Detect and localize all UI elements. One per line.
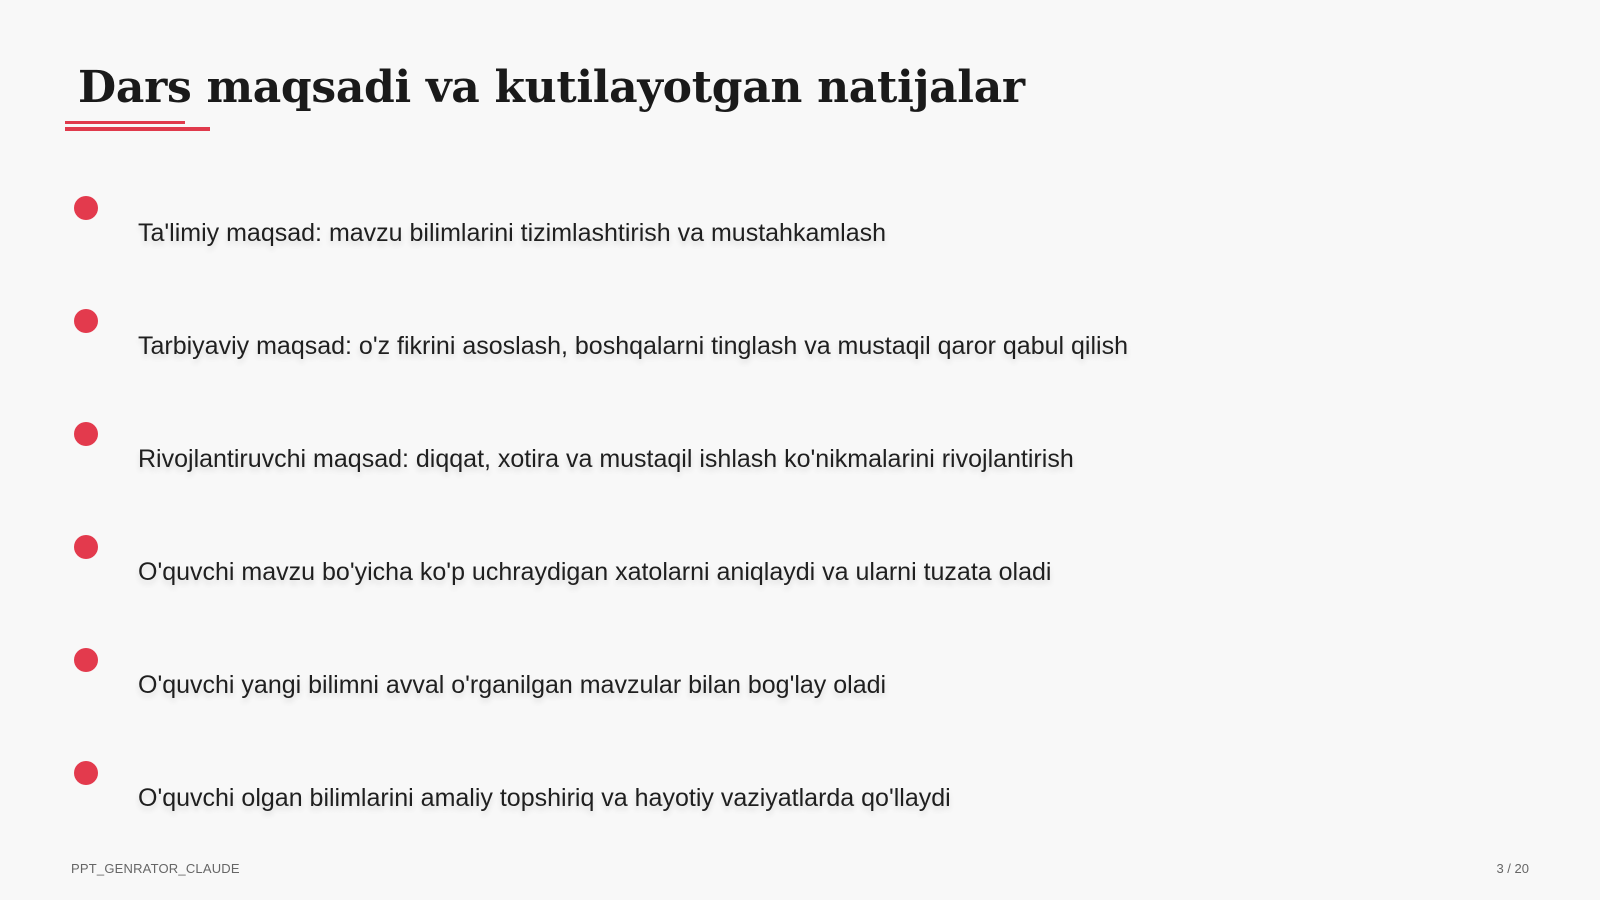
title-underline-long-line xyxy=(65,127,210,131)
bullet-dot-icon xyxy=(74,761,98,785)
list-item xyxy=(74,196,1374,266)
bullet-dot-icon xyxy=(74,309,98,333)
bullet-text: Rivojlantiruvchi maqsad: diqqat, xotira va mustaqil ishlash ko'nikmalarini rivojlantirish xyxy=(138,445,1074,473)
list-item xyxy=(74,648,1374,718)
bullet-dot-icon xyxy=(74,196,98,220)
bullet-text: O'quvchi mavzu bo'yicha ko'p uchraydigan xatolarni aniqlaydi va ularni tuzata oladi xyxy=(138,558,1052,586)
list-item xyxy=(74,309,1374,379)
slide-title: Dars maqsadi va kutilayotgan natijalar xyxy=(78,62,1025,113)
bullet-text: Tarbiyaviy maqsad: o'z fikrini asoslash, boshqalarni tinglash va mustaqil qaror qabul qilish xyxy=(138,332,1128,360)
footer-brand: PPT_GENRATOR_CLAUDE xyxy=(71,861,240,876)
title-underline xyxy=(65,121,210,133)
bullet-dot-icon xyxy=(74,422,98,446)
list-item xyxy=(74,761,1374,831)
bullet-dot-icon xyxy=(74,535,98,559)
bullet-dot-icon xyxy=(74,648,98,672)
bullet-text: O'quvchi olgan bilimlarini amaliy topshiriq va hayotiy vaziyatlarda qo'llaydi xyxy=(138,784,951,812)
list-item xyxy=(74,535,1374,605)
title-underline-short-line xyxy=(65,121,185,124)
bullet-text: Ta'limiy maqsad: mavzu bilimlarini tizimlashtirish va mustahkamlash xyxy=(138,219,887,247)
bullet-text: O'quvchi yangi bilimni avval o'rganilgan mavzular bilan bog'lay oladi xyxy=(138,671,887,699)
page-indicator: 3 / 20 xyxy=(1496,861,1529,876)
list-item xyxy=(74,422,1374,492)
